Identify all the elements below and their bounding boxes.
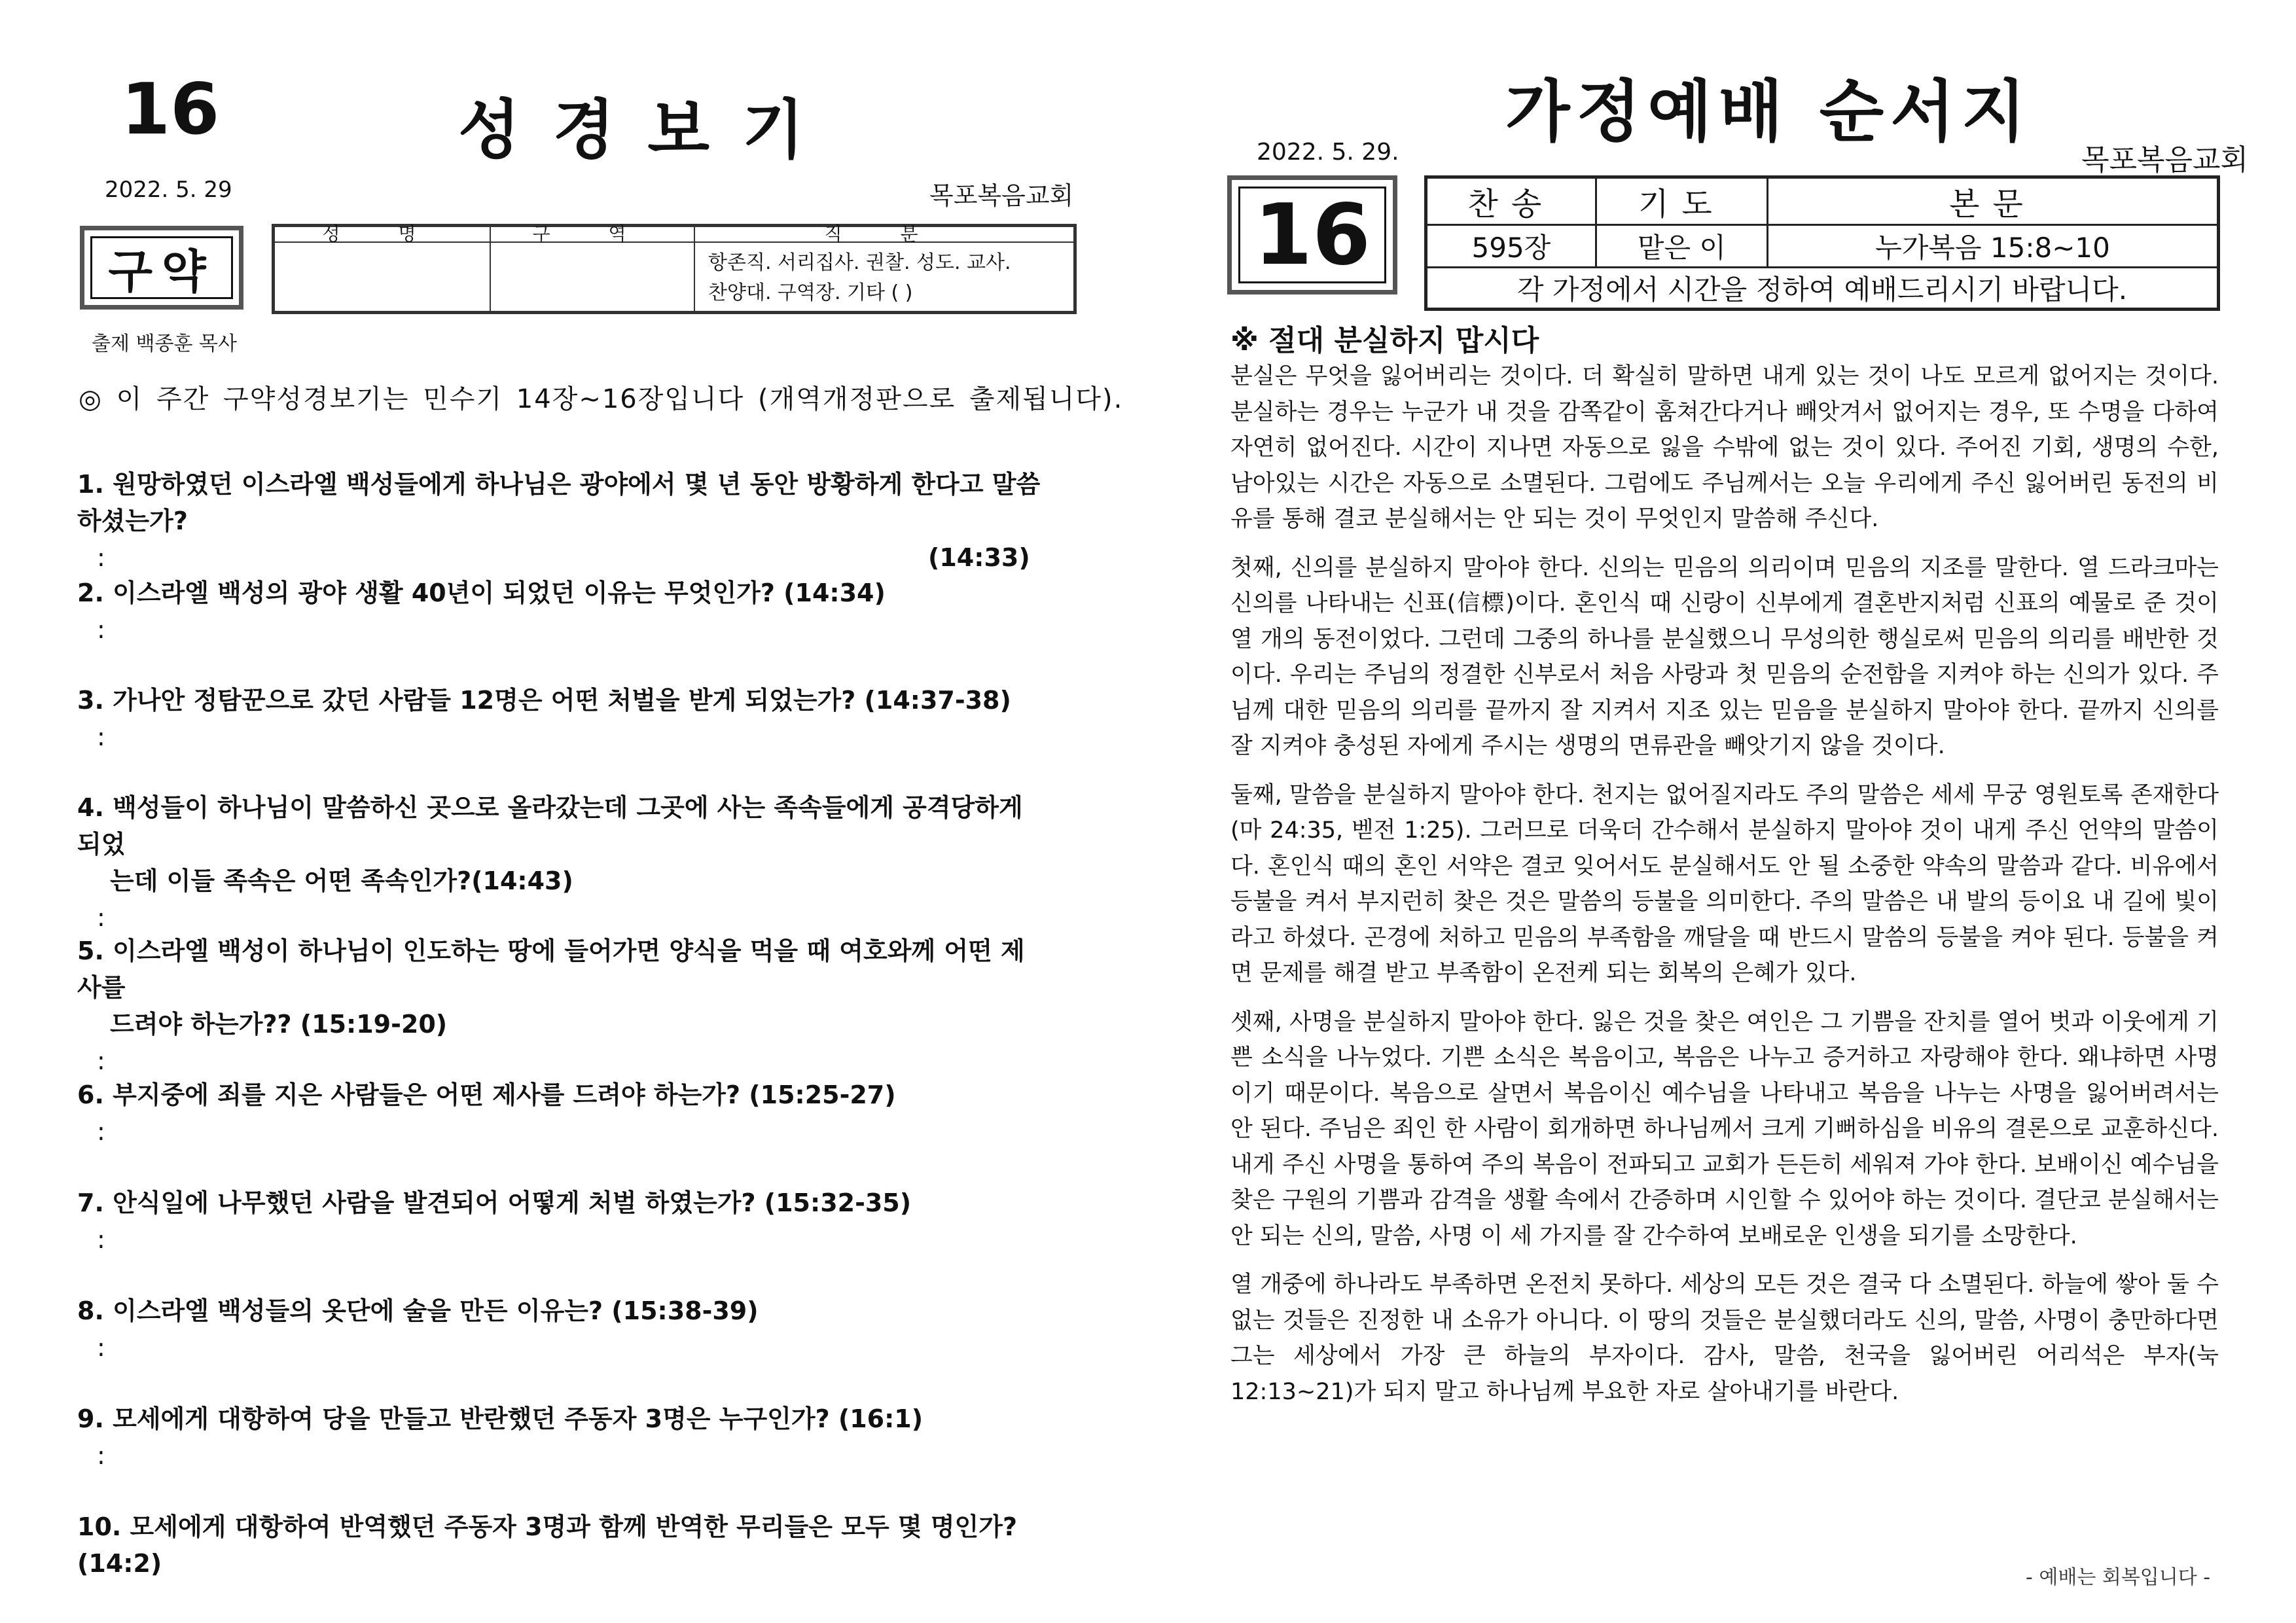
question-text: 1. 원망하였던 이스라엘 백성들에게 하나님은 광야에서 몇 년 동안 방황하게 한다고 말씀하셨는가? — [77, 470, 1041, 535]
question-6 — [77, 1077, 1046, 1150]
worship-order-table — [1424, 175, 2220, 311]
question-7 — [77, 1185, 1046, 1258]
question-text: 2. 이스라엘 백성의 광야 생활 40년이 되었던 이유는 무엇인가? (14:34) — [77, 579, 886, 607]
question-text: 4. 백성들이 하나님이 말씀하신 곳으로 올라갔는데 그곳에 사는 족속들에게 공격당하게 되었 — [77, 793, 1023, 859]
answer-line[interactable]: : — [97, 903, 105, 932]
sermon-heading: ※ 절대 분실하지 맙시다 — [1230, 324, 1539, 357]
answer-line[interactable]: : — [97, 1225, 105, 1254]
question-9 — [77, 1400, 1046, 1474]
question-text-continued: 드려야 하는가?? (15:19-20) — [110, 1010, 448, 1039]
question-text: 8. 이스라엘 백성들의 옷단에 술을 만든 이유는? (15:38-39) — [77, 1296, 759, 1325]
duty-options-line1: 항존직. 서리집사. 권찰. 성도. 교사. — [708, 251, 1011, 274]
question-text: 10. 모세에게 대항하여 반역했던 주동자 3명과 함께 반역한 무리들은 모두 몇 명인가?(14:2) — [77, 1512, 1017, 1578]
question-8 — [77, 1293, 1046, 1366]
name-field[interactable] — [274, 242, 491, 313]
duty-header: 직 분 — [694, 226, 1075, 243]
sermon-paragraph: 둘째, 말씀을 분실하지 말아야 한다. 천지는 없어질지라도 주의 말씀은 세세 무궁 영원토록 존재한다(마 24:35, 벧전 1:25). 그러므로 더욱더 간수해서 분실하지 말아야 것이 내게 주신 언약의 말씀이다. 혼인식 때의 혼인 서약은 결코 잊어서도 분실해서도 안 될 소중한 약속의 말씀과 같다. 비유에서 등불을 켜서 부지런히 찾은 것은 말씀의 등불을 의미한다. 주의 말씀은 내 발의 등이요 내 길에 빛이라고 하셨다. 곤경에 처하고 믿음의 부족함을 깨달을 때 반드시 말씀의 등불을 켜야 된다. 등불을 켜면 문제를 해결 받고 부족함이 온전케 되는 회복의 은혜가 있다. — [1230, 781, 2219, 986]
question-reference: (14:33) — [928, 543, 1030, 572]
district-header: 구 역 — [490, 226, 694, 243]
respondent-info-table — [272, 224, 1077, 314]
question-3 — [77, 682, 1046, 755]
prayer-header: 기도 — [1596, 177, 1767, 225]
weekly-notice: ◎ 이 주간 구약성경보기는 민수기 14장~16장입니다 (개역개정판으로 출제됩니다). — [79, 384, 1124, 414]
question-text-continued: 는데 이들 족속은 어떤 족속인가?(14:43) — [110, 866, 573, 895]
answer-line[interactable]: : — [97, 1046, 105, 1075]
question-1 — [77, 466, 1046, 576]
question-10 — [77, 1508, 1046, 1582]
question-text: 5. 이스라엘 백성이 하나님이 인도하는 땅에 들어가면 양식을 먹을 때 여호와께 어떤 제사를 — [77, 936, 1025, 1002]
issue-number: 16 — [1238, 187, 1386, 283]
answer-line[interactable]: : (14:33) — [77, 539, 1046, 576]
question-4 — [77, 789, 1046, 936]
right-church-name: 목포복음교회 — [2081, 143, 2249, 177]
name-header: 성 명 — [274, 226, 491, 243]
question-text: 3. 가나안 정탐꾼으로 갔던 사람들 12명은 어떤 처벌을 받게 되었는가? (14:37-38) — [77, 686, 1011, 715]
left-church-name: 목포복음교회 — [929, 181, 1074, 210]
sermon-body — [1230, 359, 2219, 1423]
question-5 — [77, 933, 1046, 1079]
left-page-title: 성경보기 — [458, 93, 837, 168]
issue-number-box — [1227, 175, 1397, 294]
author-credit: 출제 백종훈 목사 — [92, 332, 237, 355]
old-testament-label-box — [80, 226, 243, 310]
left-date: 2022. 5. 29 — [105, 177, 232, 203]
left-page-number: 16 — [121, 69, 220, 151]
sermon-paragraph: 셋째, 사명을 분실하지 말아야 한다. 잃은 것을 찾은 여인은 그 기쁨을 잔치를 열어 벗과 이웃에게 기쁜 소식을 나누었다. 기쁜 소식은 복음이고, 복음은 나누고 증거하고 자랑해야 한다. 왜냐하면 사명이기 때문이다. 복음으로 살면서 복음이신 예수님을 나타내고 복음을 나누는 사명을 잃어버려서는 안 된다. 주님은 죄인 한 사람이 회개하면 하나님께서 크게 기뻐하심을 비유의 결론으로 교훈하신다. 내게 주신 사명을 통하여 주의 복음이 전파되고 교회가 든든히 세워져 가야 한다. 보배이신 예수님을 찾은 구원의 기쁨과 감격을 생활 속에서 간증하며 시인할 수 있어야 하는 것이다. 결단코 분실해서는 안 되는 신의, 말씀, 사명 이 세 가지를 잘 간수하여 보배로운 인생을 되기를 소망한다. — [1230, 1008, 2219, 1249]
question-text: 7. 안식일에 나무했던 사람을 발견되어 어떻게 처벌 하였는가? (15:32-35) — [77, 1188, 912, 1217]
answer-line[interactable]: : — [97, 1333, 105, 1362]
worship-note: 각 가정에서 시간을 정하여 예배드리시기 바랍니다. — [1426, 268, 2219, 310]
answer-line[interactable]: : — [97, 1117, 105, 1146]
duty-options-line2: 찬양대. 구역장. 기타 ( ) — [708, 281, 913, 304]
sermon-paragraph: 열 개중에 하나라도 부족하면 온전치 못하다. 세상의 모든 것은 결국 다 소멸된다. 하늘에 쌓아 둘 수 없는 것들은 진정한 내 소유가 아니다. 이 땅의 것들은 분실했더라도 신의, 말씀, 사명이 충만하다면 그는 세상에서 가장 큰 하늘의 부자이다. 감사, 말씀, 천국을 잃어버린 어리석은 부자(눅 12:13~21)가 되지 말고 하나님께 부요한 자로 살아내기를 바란다. — [1230, 1272, 2219, 1405]
duty-field[interactable] — [694, 242, 1075, 313]
answer-line[interactable]: : — [97, 722, 105, 751]
hymn-value: 595장 — [1426, 225, 1596, 268]
scripture-header: 본문 — [1768, 177, 2219, 225]
question-2 — [77, 575, 1046, 648]
right-date: 2022. 5. 29. — [1257, 139, 1399, 166]
scripture-value: 누가복음 15:8~10 — [1768, 225, 2219, 268]
prayer-value: 맡은 이 — [1596, 225, 1767, 268]
sermon-paragraph: 첫째, 신의를 분실하지 말아야 한다. 신의는 믿음의 의리이며 믿음의 지조를 말한다. 열 드라크마는 신의를 나타내는 신표(信標)이다. 혼인식 때 신랑이 신부에게 결혼반지처럼 신표의 예물로 준 것이 열 개의 동전이었다. 그런데 그중의 하나를 분실했으니 무성의한 행실로써 믿음의 의리를 배반한 것이다. 우리는 주님의 정결한 신부로서 처음 사랑과 첫 믿음의 순전함을 지켜야 하는 신의가 있다. 주님께 대한 믿음의 의리를 끝까지 잘 지켜서 지조 있는 믿음을 분실하지 말아야 한다. 끝까지 신의를 잘 지켜야 충성된 자에게 주시는 생명의 면류관을 빼앗기지 않을 것이다. — [1230, 554, 2219, 759]
hymn-header: 찬송 — [1426, 177, 1596, 225]
old-testament-label: 구약 — [90, 236, 233, 299]
district-field[interactable] — [490, 242, 694, 313]
question-text: 9. 모세에게 대항하여 당을 만들고 반란했던 주동자 3명은 누구인가? (16:1) — [77, 1404, 924, 1433]
answer-line[interactable]: : — [97, 615, 105, 644]
footer-motto: - 예배는 회복입니다 - — [2026, 1566, 2211, 1589]
question-text: 6. 부지중에 죄를 지은 사람들은 어떤 제사를 드려야 하는가? (15:25-27) — [77, 1080, 896, 1109]
answer-line[interactable]: : — [97, 1441, 105, 1470]
right-page-title: 가정예배 순서지 — [1505, 73, 2033, 151]
sermon-paragraph: 분실은 무엇을 잃어버리는 것이다. 더 확실히 말하면 내게 있는 것이 나도 모르게 없어지는 것이다. 분실하는 경우는 누군가 내 것을 감쪽같이 훔쳐간다거나 빼앗겨서 없어지는 경우, 또 수명을 다하여 자연히 없어진다. 시간이 지나면 자동으로 잃을 수밖에 없는 것이 있다. 주어진 기회, 생명의 수한, 남아있는 시간은 자동으로 소멸된다. 그럼에도 주님께서는 오늘 우리에게 주신 잃어버린 동전의 비유를 통해 결코 분실해서는 안 되는 것이 무엇인지 말씀해 주신다. — [1230, 363, 2219, 532]
